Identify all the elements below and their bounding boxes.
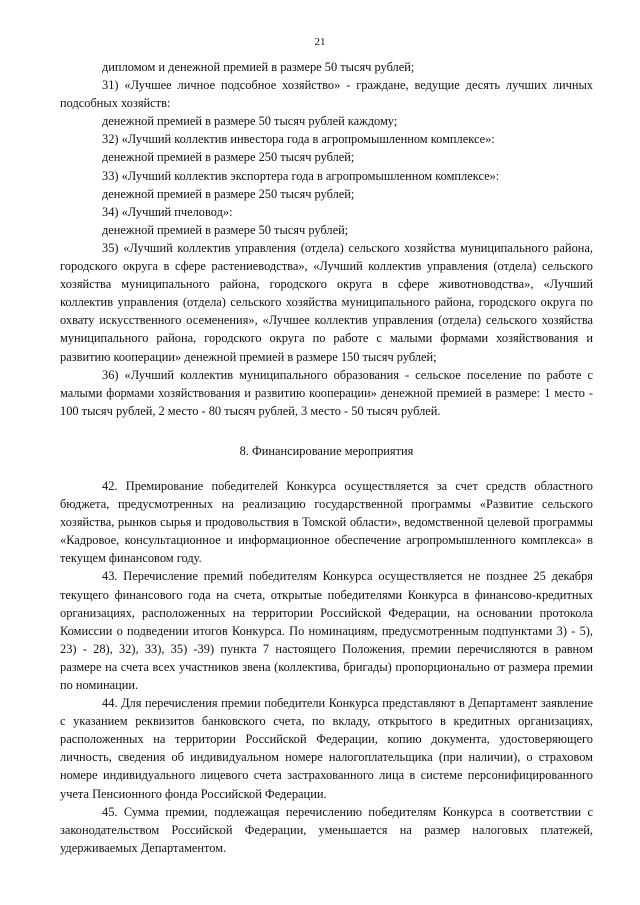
financing-clauses [60,477,593,857]
paragraph: денежной премией в размере 50 тысяч рублей; [102,222,349,237]
paragraph: 33) «Лучший коллектив экспортера года в агропромышленном комплексе»: [102,168,500,183]
paragraph: дипломом и денежной премией в размере 50 тысяч рублей; [102,60,415,74]
paragraph: 31) «Лучшее личное подсобное хозяйство» - граждане, ведущие десять лучших личных подсобных хозяйств: [60,78,593,111]
paragraph: 45. Сумма премии, подлежащая перечислению победителям Конкурса в соответствии с законодательством Российской Федерации, уменьшается на размер налоговых платежей, удерживаемых Департаментом. [60,804,593,855]
paragraph: денежной премией в размере 50 тысяч рублей каждому; [102,114,398,129]
paragraph: 43. Перечисление премий победителям Конкурса осуществляется не позднее 25 декабря текущего финансового года на счета, открытые победителями Конкурса в финансово-кредитных организациях, расположенных на территории Российской Федерации, на основании протокола Комиссии о подведении итогов Конкурса. По номинациям, предусмотренным подпунктами 3) - 5), 23) - 28), 32), 33), 35) -39) пункта 7 настоящего Положения, премии перечисляются в равном размере на счета всех участников звена (коллектива, бригады) пропорционально от размера премии по номинации. [60,569,593,692]
nominations-list [60,58,593,420]
paragraph: 35) «Лучший коллектив управления (отдела) сельского хозяйства муниципального района, городского округа в сфере растениеводства», «Лучший коллектив управления (отдела) сельского хозяйства муниципального района, городского округа в сфере животноводства», «Лучший коллектив управления (отдела) сельского хозяйства муниципального района, городского округа по охвату искусственного осеменения», «Лучшее коллектив управления (отдела) сельского хозяйства муниципального района, городского округа по работе с малыми формами хозяйствования и развитию кооперации» денежной премией в размере 150 тысяч рублей; [60,240,593,364]
paragraph: 34) «Лучший пчеловод»: [102,204,233,219]
paragraph: 44. Для перечисления премии победители Конкурса представляют в Департамент заявление с указанием реквизитов банковского счета, по вкладу, открытого в кредитных организациях, расположенных на территории Российской Федерации, копию документа, удостоверяющего личность, сведения об индивидуальном номере налогоплательщика (при наличии), о страховом номере индивидуального лицевого счета застрахованного лица в системе персонифицированного учета Пенсионного фонда Российской Федерации. [60,696,593,801]
document-body [60,58,593,857]
paragraph: 32) «Лучший коллектив инвестора года в агропромышленном комплексе»: [102,132,495,147]
page-number: 21 [314,36,326,48]
section-heading: 8. Финансирование мероприятия [239,443,414,458]
paragraph: денежной премией в размере 250 тысяч рублей; [102,186,355,201]
paragraph: 36) «Лучший коллектив муниципального образования - сельское поселение по работе с малыми формами хозяйствования и развитию кооперации» денежной премией в размере: 1 место - 100 тысяч рублей, 2 место - 80 тысяч рублей, 3 место - 50 тысяч рублей. [60,367,593,418]
paragraph: 42. Премирование победителей Конкурса осуществляется за счет средств областного бюджета, предусмотренных на реализацию государственной программы «Развитие сельского хозяйства, рынков сырья и продовольствия в Томской области», ведомственной целевой программы «Кадровое, консультационное и информационное обеспечение агропромышленного комплекса» в текущем финансовом году. [60,478,593,566]
paragraph: денежной премией в размере 250 тысяч рублей; [102,150,355,165]
